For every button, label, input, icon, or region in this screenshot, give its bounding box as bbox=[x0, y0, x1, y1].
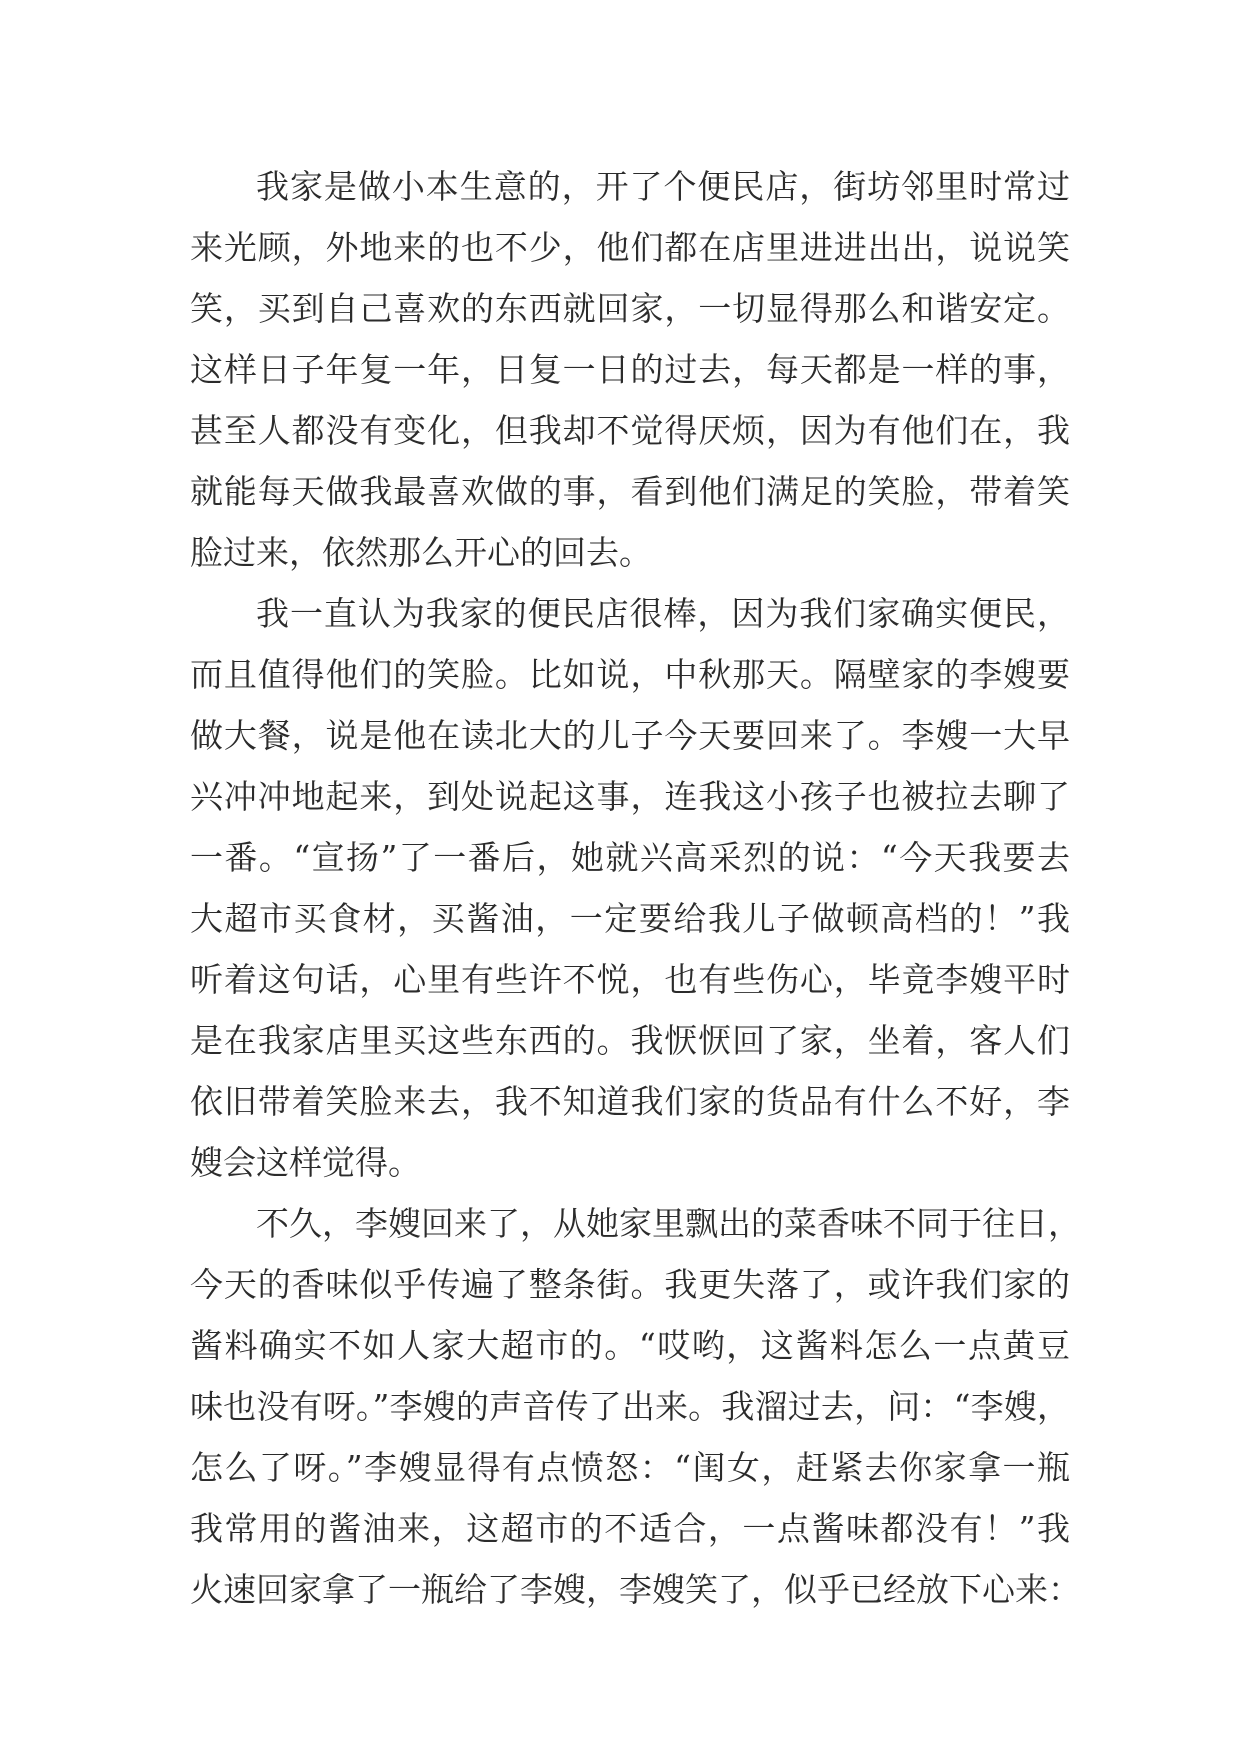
text-line: 酱料确实不如人家大超市的。“哎哟，这酱料怎么一点黄豆 bbox=[190, 1326, 1070, 1365]
text-line: 而且值得他们的笑脸。比如说，中秋那天。隔壁家的李嫂要 bbox=[190, 655, 1070, 694]
text-line: 今天的香味似乎传遍了整条街。我更失落了，或许我们家的 bbox=[190, 1265, 1070, 1304]
text-line: 做大餐，说是他在读北大的儿子今天要回来了。李嫂一大早 bbox=[190, 716, 1070, 755]
text-line: 火速回家拿了一瓶给了李嫂，李嫂笑了，似乎已经放下心来： bbox=[190, 1570, 1081, 1609]
paragraph-2 bbox=[190, 583, 1070, 1193]
text-line: 嫂会这样觉得。 bbox=[190, 1143, 421, 1182]
text-line: 甚至人都没有变化，但我却不觉得厌烦，因为有他们在，我 bbox=[190, 411, 1070, 450]
text-line: 怎么了呀。”李嫂显得有点愤怒：“闺女，赶紧去你家拿一瓶 bbox=[190, 1448, 1070, 1487]
text-line: 我家是做小本生意的，开了个便民店，街坊邻里时常过 bbox=[256, 167, 1070, 206]
text-line: 脸过来，依然那么开心的回去。 bbox=[190, 533, 652, 572]
text-line: 依旧带着笑脸来去，我不知道我们家的货品有什么不好，李 bbox=[190, 1082, 1070, 1121]
text-line: 就能每天做我最喜欢做的事，看到他们满足的笑脸，带着笑 bbox=[190, 472, 1070, 511]
text-line: 听着这句话，心里有些许不悦，也有些伤心，毕竟李嫂平时 bbox=[190, 960, 1070, 999]
paragraph-3 bbox=[190, 1193, 1081, 1620]
text-line: 来光顾，外地来的也不少，他们都在店里进进出出，说说笑 bbox=[190, 228, 1070, 267]
text-line: 一番。“宣扬”了一番后，她就兴高采烈的说：“今天我要去 bbox=[190, 838, 1070, 877]
text-line: 不久，李嫂回来了，从她家里飘出的菜香味不同于往日， bbox=[256, 1204, 1081, 1243]
text-line: 我一直认为我家的便民店很棒，因为我们家确实便民， bbox=[256, 594, 1070, 633]
text-line: 兴冲冲地起来，到处说起这事，连我这小孩子也被拉去聊了 bbox=[190, 777, 1070, 816]
text-line: 大超市买食材，买酱油，一定要给我儿子做顿高档的！”我 bbox=[190, 899, 1070, 938]
paragraph-1 bbox=[190, 156, 1070, 583]
body-text bbox=[190, 156, 1081, 1620]
text-line: 味也没有呀。”李嫂的声音传了出来。我溜过去，问：“李嫂， bbox=[190, 1387, 1070, 1426]
text-line: 笑，买到自己喜欢的东西就回家，一切显得那么和谐安定。 bbox=[190, 289, 1070, 328]
text-line: 这样日子年复一年，日复一日的过去，每天都是一样的事， bbox=[190, 350, 1070, 389]
text-line: 是在我家店里买这些东西的。我恹恹回了家，坐着，客人们 bbox=[190, 1021, 1070, 1060]
text-line: 我常用的酱油来，这超市的不适合，一点酱味都没有！”我 bbox=[190, 1509, 1070, 1548]
